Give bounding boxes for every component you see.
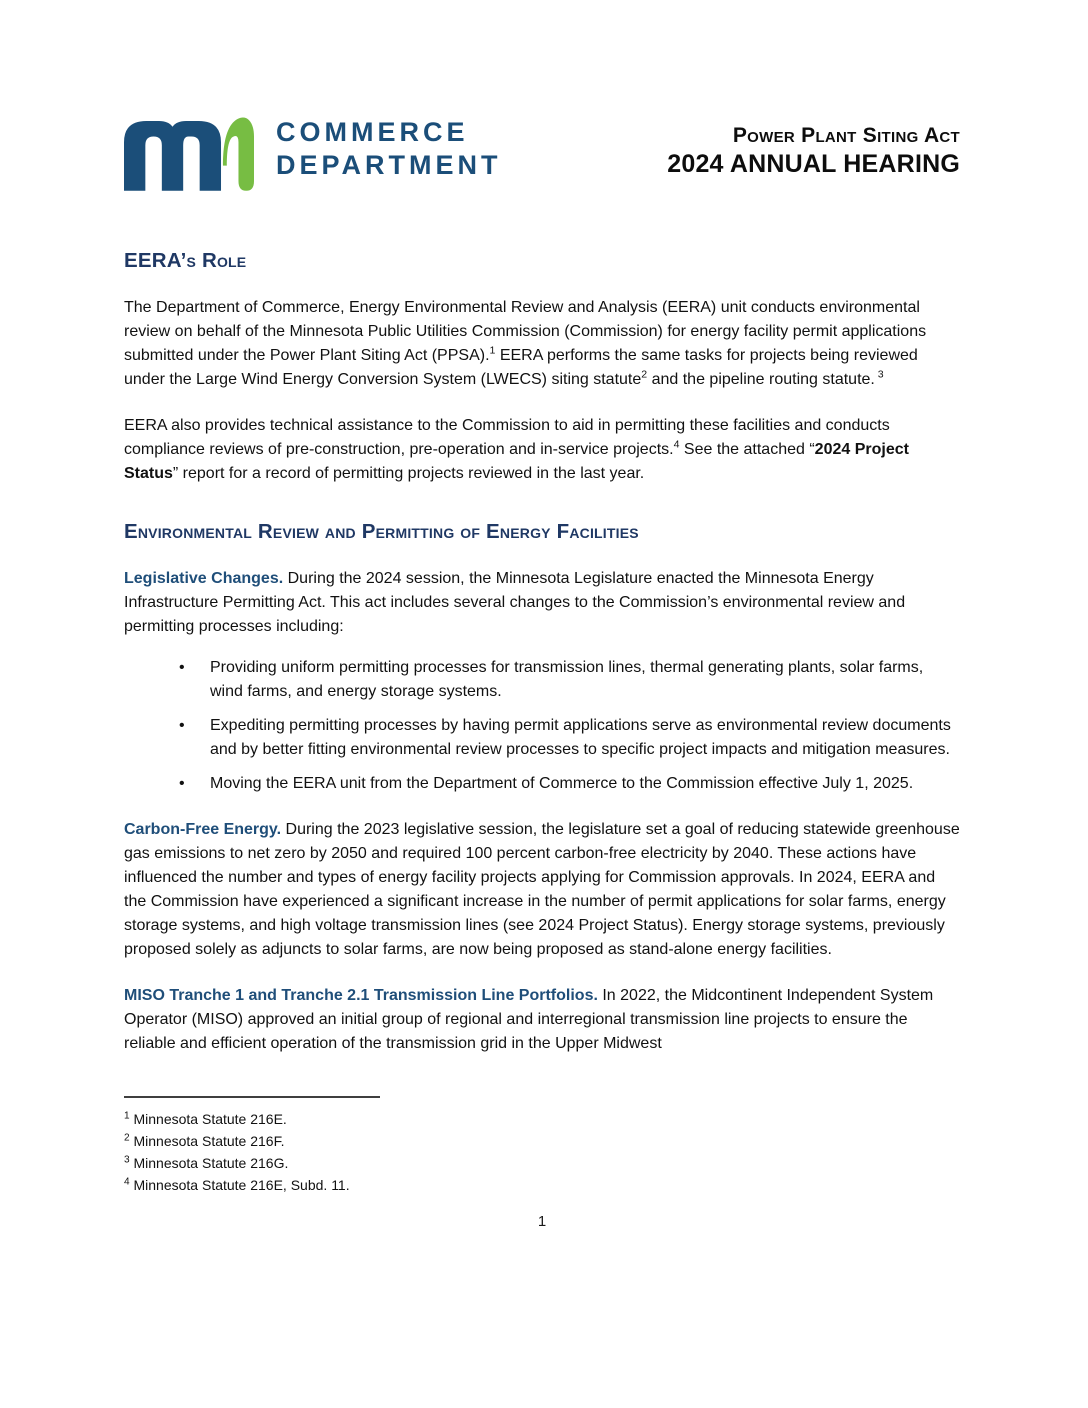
- document-title-block: [667, 113, 960, 179]
- footnote-text: Minnesota Statute 216G.: [129, 1155, 289, 1171]
- list-item-text: Providing uniform permitting processes for transmission lines, thermal generating plants, solar farms, wind farms, and energy storage systems.: [210, 659, 924, 700]
- list-item: [124, 772, 960, 796]
- footnote-4: [124, 1174, 960, 1196]
- document-title-line1: Power Plant Siting Act: [732, 124, 960, 147]
- footnote-text: Minnesota Statute 216F.: [129, 1133, 285, 1149]
- footnote-text: Minnesota Statute 216E, Subd. 11.: [129, 1177, 350, 1193]
- footnote-marker: 1: [124, 1110, 130, 1122]
- paragraph-legislative-changes: Legislative Changes. During the 2024 session, the Minnesota Legislature enacted the Minnesota Energy Infrastructure Permitting Act. This act includes several changes to the Commission’s environmental review and permitting processes including:: [124, 570, 906, 635]
- legislative-changes-list: [124, 656, 960, 796]
- section-heading-environmental-review: Environmental Review and Permitting of Energy Facilities: [124, 520, 639, 543]
- footnote-2: [124, 1130, 960, 1152]
- list-item: [124, 656, 960, 704]
- paragraph-carbon-free-energy: Carbon-Free Energy. During the 2023 legislative session, the legislature set a goal of reducing statewide greenhouse gas emissions to net zero by 2050 and required 100 percent carbon-free electricity by 2040. These actions have influenced the number and types of energy facility projects applying for Commission approvals. In 2024, EERA and the Commission have experienced a significant increase in the number of permit applications for solar farms, energy storage systems, and high voltage transmission lines (see 2024 Project Status). Energy storage systems, previously proposed solely as adjuncts to solar farms, are now being proposed as stand-alone energy facilities.: [124, 821, 960, 958]
- footnote-1: [124, 1108, 960, 1130]
- document-title-line2: 2024 ANNUAL HEARING: [667, 150, 960, 178]
- footnote-marker: 2: [124, 1132, 130, 1144]
- paragraph-eera-assistance: EERA also provides technical assistance to the Commission to aid in permitting these facilities and conducts compliance reviews of pre-construction, pre-operation and in-service projects.$^4$ See the attached “2024 Project Status” report for a record of permitting projects reviewed in the last year.: [124, 417, 909, 482]
- document-header: [124, 113, 960, 191]
- footnote-separator: [124, 1096, 380, 1098]
- footnote-text: Minnesota Statute 216E.: [129, 1111, 287, 1127]
- list-item: [124, 714, 960, 762]
- logo-wordmark-line1: COMMERCE: [276, 117, 469, 147]
- footnote-marker: 3: [124, 1154, 130, 1166]
- page-number: 1: [537, 1213, 547, 1230]
- list-item-text: Expediting permitting processes by having permit applications serve as environmental review documents and by better fitting environmental review processes to specific project impacts and mitigation measures.: [210, 717, 951, 758]
- footnotes: [124, 1108, 960, 1196]
- logo-wordmark: [276, 113, 502, 182]
- section-heading-eeras-role: EERA’s Role: [124, 249, 247, 272]
- paragraph-eera-overview: The Department of Commerce, Energy Environmental Review and Analysis (EERA) unit conducts environmental review on behalf of the Minnesota Public Utilities Commission (Commission) for energy facility permit applications submitted under the Power Plant Siting Act (PPSA).$^1$ EERA performs the same tasks for projects being reviewed under the Large Wind Energy Conversion System (LWECS) siting statute$^2$ and the pipeline routing statute. $^3$: [124, 299, 927, 388]
- logo-wordmark-line2: DEPARTMENT: [276, 150, 502, 180]
- commerce-department-logo: [124, 113, 502, 191]
- footnote-marker: 4: [124, 1176, 130, 1188]
- list-item-text: Moving the EERA unit from the Department of Commerce to the Commission effective July 1, 2025.: [210, 775, 914, 792]
- mn-state-logo-icon: [124, 113, 254, 191]
- paragraph-miso-tranche: MISO Tranche 1 and Tranche 2.1 Transmission Line Portfolios. In 2022, the Midcontinent Independent System Operator (MISO) approved an initial group of regional and interregional transmission line projects to ensure the reliable and efficient operation of the transmission grid in the Upper Midwest: [124, 987, 934, 1052]
- footnote-3: [124, 1152, 960, 1174]
